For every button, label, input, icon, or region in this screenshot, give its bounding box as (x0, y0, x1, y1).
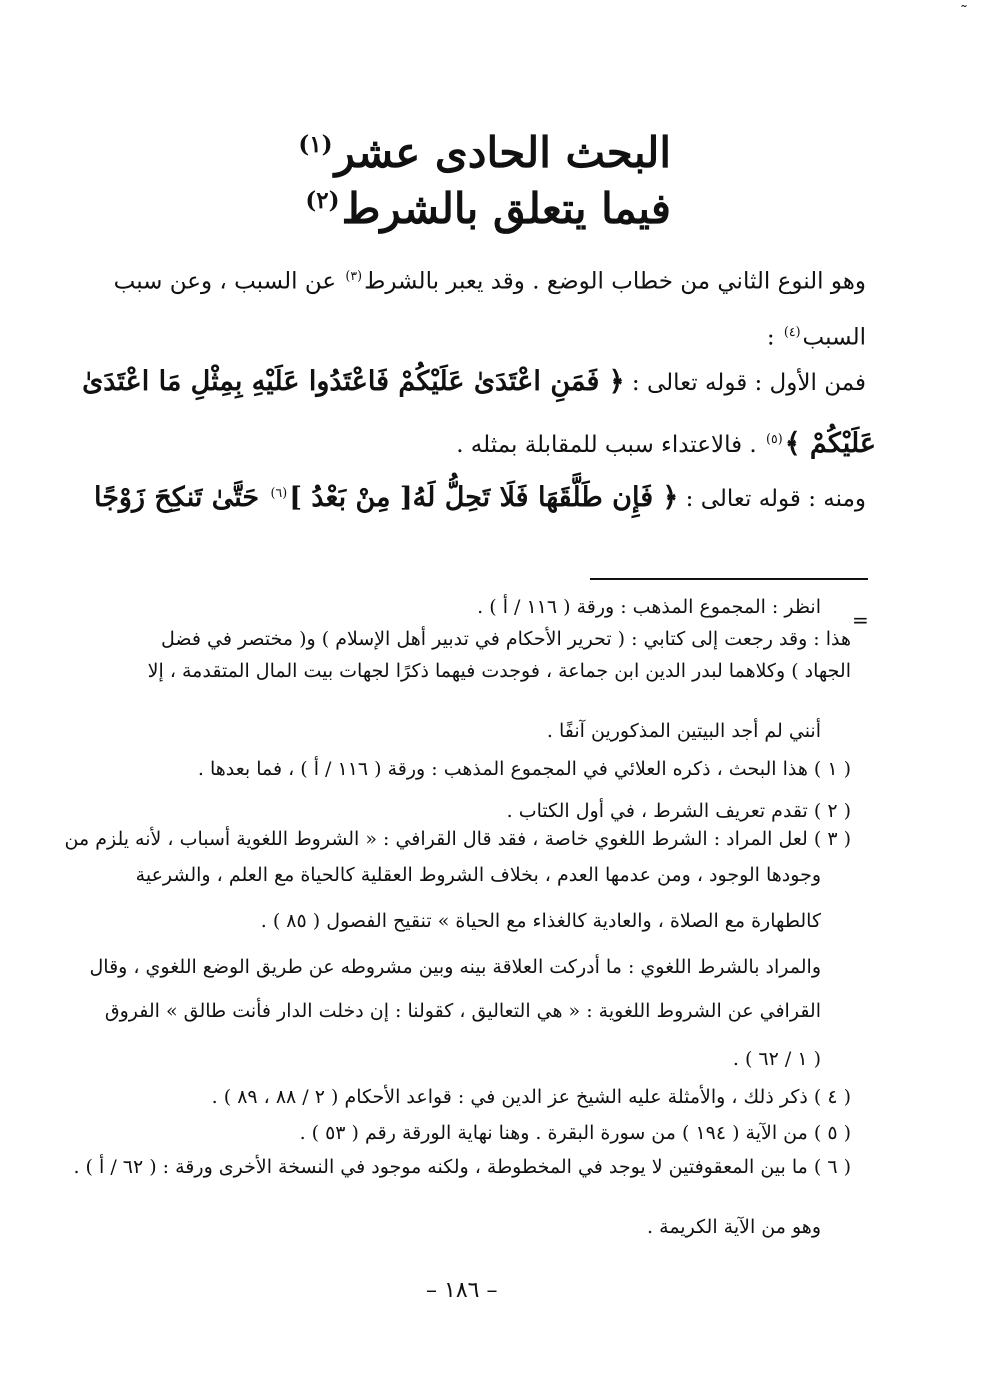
footnote-ref-5: (٥) (766, 431, 783, 447)
footnote-3-continued: وجودها الوجود ، ومن عدمها العدم ، بخلاف الشروط العقلية كالحياة مع العلم ، والشرعية (135, 864, 821, 886)
footnote-3-continued: كالطهارة مع الصلاة ، والعادية كالغذاء مع الحياة » تنقيح الفصول ( ٨٥ ) . (260, 910, 821, 932)
footnote-ref-1: (١) (298, 131, 333, 158)
footnote-continued: انظر : المجموع المذهب : ورقة ( ١١٦ / أ ) . (477, 596, 821, 618)
footnote-6: ( ٦ ) ما بين المعقوفتين لا يوجد في المخطوطة ، ولكنه موجود في النسخة الأخرى ورقة : ( ٦٢ / أ ) . (73, 1156, 851, 1178)
chapter-subtitle-text: فيما يتعلق بالشرط (341, 184, 671, 233)
footnote-3-continued: ( ١ / ٦٢ ) . (732, 1048, 821, 1070)
footnote-ref-3: (٣) (345, 268, 363, 283)
footnote-continued: هذا : وقد رجعت إلى كتابي : ( تحرير الأحكام في تدبير أهل الإسلام ) و( مختصر في فضل (161, 628, 851, 650)
body-line-3 (82, 368, 866, 395)
body-text: عن السبب ، وعن سبب (113, 268, 344, 295)
chapter-subtitle (303, 184, 671, 233)
footnote-6-continued: وهو من الآية الكريمة . (647, 1216, 821, 1238)
corner-mark: ˜ (960, 2, 968, 21)
quran-verse: ﴿ فَمَنِ اعْتَدَىٰ عَلَيْكُمْ فَاعْتَدُوا عَلَيْهِ بِمِثْلِ مَا اعْتَدَىٰ (82, 366, 625, 397)
continuation-marker: = (852, 608, 869, 632)
footnote-continued: أنني لم أجد البيتين المذكورين آنفًا . (546, 720, 821, 742)
footnote-3-continued: والمراد بالشرط اللغوي : ما أدركت العلاقة بينه وبين مشروطه عن طريق الوضع اللغوي ، وقال (89, 956, 821, 978)
footnote-1: ( ١ ) هذا البحث ، ذكره العلائي في المجموع المذهب : ورقة ( ١١٦ / أ ) ، فما بعدها . (197, 758, 851, 780)
chapter-title (296, 128, 671, 177)
footnote-ref-6: (٦) (270, 485, 288, 501)
body-text: وهو النوع الثاني من خطاب الوضع . وقد يعبر بالشرط (364, 268, 866, 295)
quran-verse: ﴿ فَإِن طَلَّقَهَا فَلَا تَحِلُّ لَهُ[ مِنْ بَعْدُ ] (289, 482, 679, 513)
body-line-1 (114, 270, 866, 294)
footnote-2: ( ٢ ) تقدم تعريف الشرط ، في أول الكتاب . (506, 800, 851, 822)
footnote-5: ( ٥ ) من الآية ( ١٩٤ ) من سورة البقرة . وهنا نهاية الورقة رقم ( ٥٣ ) . (299, 1122, 851, 1144)
body-text: : (766, 324, 782, 351)
footnote-4: ( ٤ ) ذكر ذلك ، والأمثلة عليه الشيخ عز الدين في : قواعد الأحكام ( ٢ / ٨٨ ، ٨٩ ) . (211, 1086, 851, 1108)
footnote-3-continued: القرافي عن الشروط اللغوية : « هي التعاليق ، كقولنا : إن دخلت الدار فأنت طالق » الفروق (104, 1000, 821, 1022)
footnote-ref-4: (٤) (783, 324, 801, 339)
body-text: . فالاعتداء سبب للمقابلة بمثله . (456, 432, 765, 458)
quran-verse: عَلَيْكُمْ ﴾ (784, 428, 876, 459)
body-line-5 (94, 484, 866, 511)
body-text: ومنه : قوله تعالى : (678, 486, 866, 512)
footnote-continued: الجهاد ) وكلاهما لبدر الدين ابن جماعة ، فوجدت فيهما ذكرًا لجهات بيت المال المتقدمة ، إلا (147, 660, 851, 682)
footnote-separator (590, 578, 868, 580)
page-number: – ١٨٦ – (426, 1278, 498, 1303)
chapter-title-text: البحث الحادى عشر (334, 128, 671, 177)
body-text: السبب (802, 324, 866, 351)
body-line-2 (767, 326, 866, 350)
quran-verse: حَتَّىٰ تَنكِحَ زَوْجًا (93, 482, 269, 513)
body-line-4 (456, 430, 876, 457)
footnote-3: ( ٣ ) لعل المراد : الشرط اللغوي خاصة ، فقد قال القرافي : « الشروط اللغوية أسباب ، لأنه يلزم من (64, 828, 851, 850)
body-text: فمن الأول : قوله تعالى : (624, 370, 866, 396)
footnote-ref-2: (٢) (305, 187, 340, 214)
